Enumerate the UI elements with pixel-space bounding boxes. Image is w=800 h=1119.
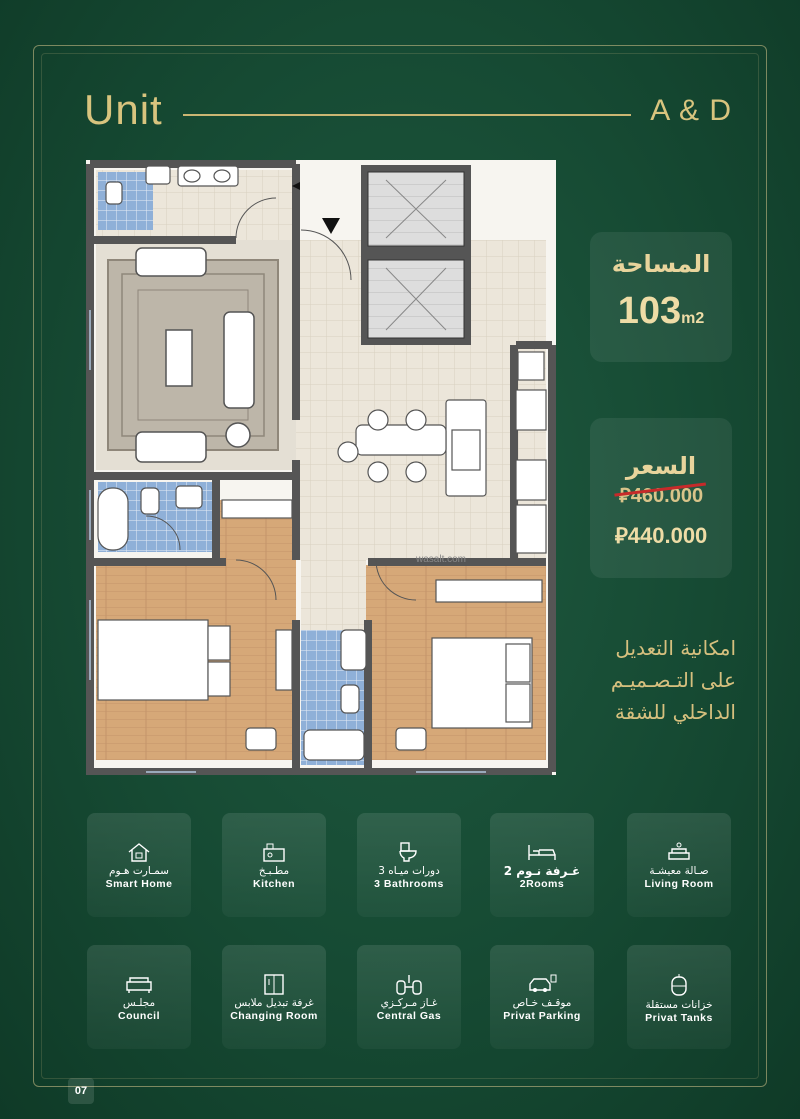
customization-note <box>588 632 736 728</box>
feature-tanks <box>627 945 731 1049</box>
feature-en: Changing Room <box>230 1010 318 1022</box>
kitchen-icon <box>261 841 287 863</box>
feature-living-room <box>627 813 731 917</box>
area-number: 103 <box>617 290 682 332</box>
watermark: wasalt.com <box>416 554 467 565</box>
toilet-icon <box>396 841 422 863</box>
new-price-value: 440.000 <box>627 523 708 548</box>
title-divider <box>183 114 631 116</box>
price-card <box>590 418 732 578</box>
feature-rooms <box>490 813 594 917</box>
feature-en: Privat Tanks <box>645 1012 713 1024</box>
currency-symbol-old: ⃁ <box>618 485 631 507</box>
feature-council <box>87 945 191 1049</box>
gas-icon <box>394 973 424 995</box>
sofa-icon <box>125 973 153 995</box>
wardrobe-icon <box>261 973 287 995</box>
feature-ar: غرفة تبديل ملابس <box>234 997 314 1009</box>
feature-en: Central Gas <box>376 1010 442 1022</box>
feature-kitchen <box>222 813 326 917</box>
currency-symbol-new: ⃁ <box>614 523 628 548</box>
feature-ar: غـاز مـركـزي <box>380 997 438 1009</box>
price-label: السعر <box>625 452 697 480</box>
feature-central-gas <box>357 945 461 1049</box>
feature-ar: مطـبـخ <box>258 865 290 877</box>
feature-ar: 3 دورات ميـاه <box>378 865 440 877</box>
feature-en: Living Room <box>644 878 714 890</box>
feature-parking <box>490 945 594 1049</box>
feature-ar: خزانات مستقلة <box>645 999 713 1011</box>
bed-icon <box>527 841 557 863</box>
note-line-2: على التـصـميـم <box>610 668 736 692</box>
feature-ar: مجلـس <box>122 997 156 1009</box>
feature-en: Kitchen <box>252 878 295 890</box>
old-price-value: 460.000 <box>630 485 704 507</box>
feature-ar: صـالة معيشـة <box>649 865 709 877</box>
feature-ar: موقـف خـاص <box>512 997 572 1009</box>
unit-title: Unit <box>84 86 163 133</box>
feature-ar: 2 غـرفة نـوم <box>503 864 581 878</box>
area-value <box>590 290 732 333</box>
feature-ar: سمـارت هـوم <box>109 865 169 877</box>
new-price <box>590 522 732 550</box>
area-card <box>590 232 732 362</box>
old-price <box>619 482 703 508</box>
smart-home-icon <box>126 841 152 863</box>
note-line-3: الداخلي للشقة <box>614 700 736 724</box>
tank-icon <box>666 973 692 997</box>
feature-en: 3 Bathrooms <box>374 878 444 890</box>
feature-en: Smart Home <box>105 878 173 890</box>
note-line-1: امكانية التعديل <box>615 636 736 660</box>
floor-plan <box>86 160 556 775</box>
feature-en: 2Rooms <box>519 878 565 890</box>
feature-smart-home <box>87 813 191 917</box>
area-unit: m2 <box>681 310 705 327</box>
area-label: المساحة <box>611 250 711 278</box>
page-number: 07 <box>68 1078 94 1104</box>
parking-icon <box>527 973 557 995</box>
unit-code: A & D <box>650 94 732 127</box>
feature-bathrooms <box>357 813 461 917</box>
feature-en: Council <box>118 1010 160 1022</box>
living-room-icon <box>666 841 692 863</box>
feature-en: Privat Parking <box>503 1010 581 1022</box>
feature-changing-room <box>222 945 326 1049</box>
floor-plan-drawing <box>86 160 556 775</box>
